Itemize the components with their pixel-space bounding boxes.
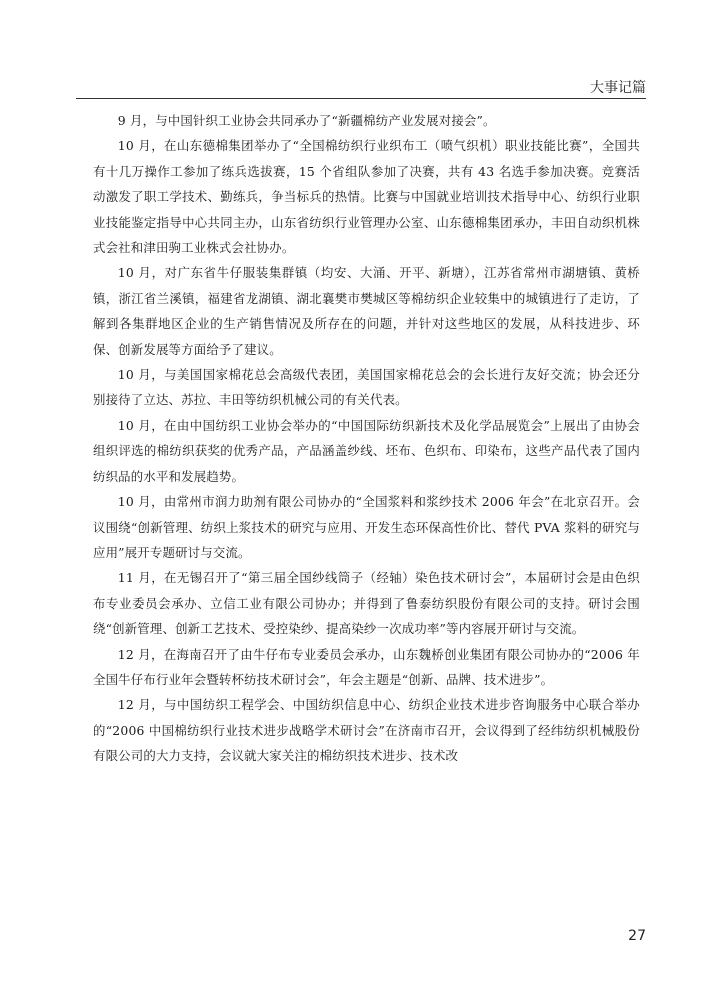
paragraph: 10 月，与美国国家棉花总会高级代表团，美国国家棉花总会的会长进行友好交流；协会还分别接待了立达、苏拉、丰田等纺织机械公司的有关代表。 (93, 367, 640, 408)
paragraph: 12 月，在海南召开了由牛仔布专业委员会承办，山东魏桥创业集团有限公司协办的“2006 年全国牛仔布行业年会暨转杯纺技术研讨会”，年会主题是“创新、品牌、技术进步”。 (93, 646, 640, 687)
paragraph: 10 月，由常州市润力助剂有限公司协办的“全国浆料和浆纱技术 2006 年会”在北京召开。会议围绕“创新管理、纺织上浆技术的研究与应用、开发生态环保高性价比、替代 PVA 浆料的研究与应用”展开专题研讨与交流。 (93, 494, 640, 560)
paragraph: 10 月，在山东德棉集团举办了“全国棉纺织行业织布工（喷气织机）职业技能比赛”，全国共有十几万操作工参加了练兵选拔赛，15 个省组队参加了决赛，共有 43 名选手参加决赛。竞赛活动激发了职工学技术、勤练兵，争当标兵的热情。比赛与中国就业培训技术指导中心、纺织行业职业技能鉴定指导中心共同主办，山东省纺织行业管理办公室、山东德棉集团承办，丰田自动织机株式会社和津田驹工业株式会社协办。 (93, 138, 640, 256)
page-body (93, 108, 640, 769)
paragraph: 10 月，对广东省牛仔服装集群镇（均安、大涌、开平、新塘），江苏省常州市湖塘镇、黄桥镇，浙江省兰溪镇，福建省龙湖镇、湖北襄樊市樊城区等棉纺织企业较集中的城镇进行了走访，了解到各集群地区企业的生产销售情况及所存在的问题，并针对这些地区的发展，从科技进步、环保、创新发展等方面给予了建议。 (93, 265, 640, 357)
header-title: 大事记篇 (590, 80, 646, 96)
paragraph: 9 月，与中国针织工业协会共同承办了“新疆棉纺产业发展对接会”。 (117, 113, 496, 128)
paragraph: 12 月，与中国纺织工程学会、中国纺织信息中心、纺织企业技术进步咨询服务中心联合举办的“2006 中国棉纺织行业技术进步战略学术研讨会”在济南市召开，会议得到了经纬纺织机械股份有限公司的大力支持，会议就大家关注的棉纺织技术进步、技术改 (93, 697, 640, 764)
paragraph: 10 月，在由中国纺织工业协会举办的“中国国际纺织新技术及化学品展览会”上展出了由协会组织评选的棉纺织获奖的优秀产品，产品涵盖纱线、坯布、色织布、印染布，这些产品代表了国内纺织品的水平和发展趋势。 (93, 417, 640, 484)
page-number: 27 (628, 928, 646, 944)
paragraph: 11 月，在无锡召开了“第三届全国纱线筒子（经轴）染色技术研讨会”，本届研讨会是由色织布专业委员会承办、立信工业有限公司协办；并得到了鲁泰纺织股份有限公司的支持。研讨会围绕“创新管理、创新工艺技术、受控染纱、提高染纱一次成功率”等内容展开研讨与交流。 (93, 570, 640, 637)
header-rule (76, 98, 646, 99)
